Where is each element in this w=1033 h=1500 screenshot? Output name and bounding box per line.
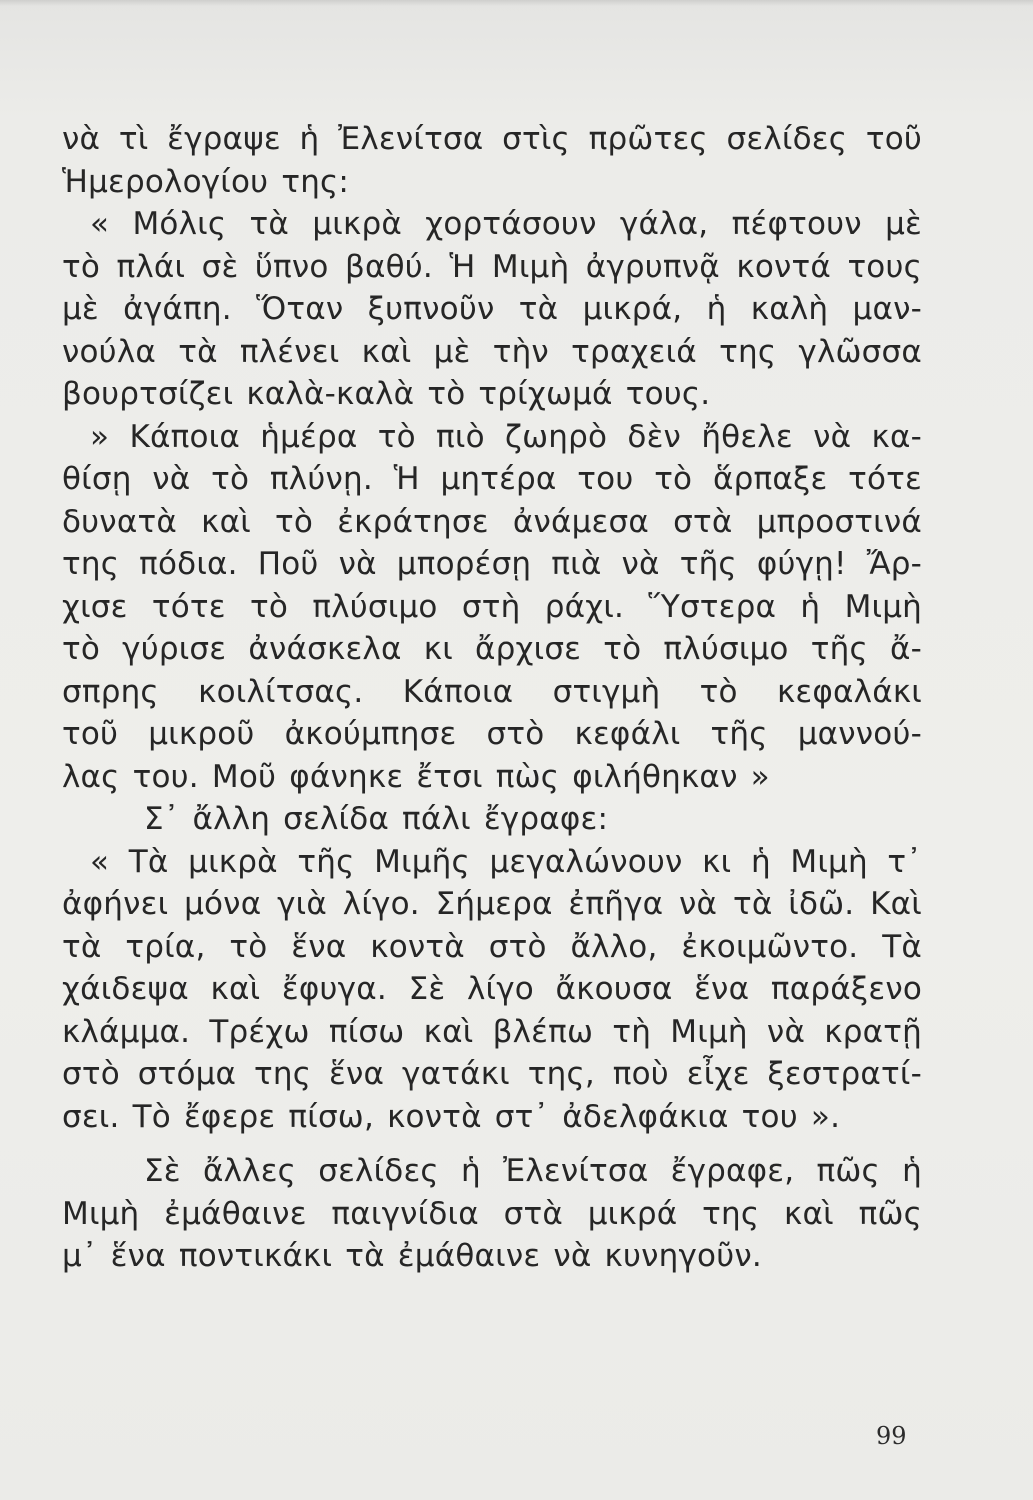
page-number: 99 xyxy=(876,1422,907,1450)
text-line: νούλα τὰ πλένει καὶ μὲ τὴν τραχειά της γλῶσσα xyxy=(62,333,922,370)
text-line: μὲ ἀγάπη. Ὅταν ξυπνοῦν τὰ μικρά, ἡ καλὴ μαν- xyxy=(62,291,922,327)
text-line: σπρης κοιλίτσας. Κάποια στιγμὴ τὸ κεφαλάκι xyxy=(62,673,922,710)
text-line: « Τὰ μικρὰ τῆς Μιμῆς μεγαλώνουν κι ἡ Μιμὴ τ᾽ xyxy=(90,843,922,880)
text-line: σει. Τὸ ἔφερε πίσω, κοντὰ στ᾽ ἀδελφάκια του ». xyxy=(62,1098,841,1135)
text-line: τοῦ μικροῦ ἀκούμπησε στὸ κεφάλι τῆς μαννού- xyxy=(62,716,922,752)
text-line: δυνατὰ καὶ τὸ ἐκράτησε ἀνάμεσα στὰ μπροστινά xyxy=(62,503,922,540)
page-top-edge xyxy=(0,0,1033,6)
text-line: μ᾽ ἕνα ποντικάκι τὰ ἐμάθαινε νὰ κυνηγοῦν. xyxy=(62,1238,762,1274)
text-line: στὸ στόμα της ἕνα γατάκι της, ποὺ εἶχε ξεστρατί- xyxy=(62,1056,922,1092)
text-line: Σὲ ἄλλες σελίδες ἡ Ἐλενίτσα ἔγραφε, πῶς ἡ xyxy=(144,1153,922,1189)
text-line: Μιμὴ ἐμάθαινε παιγνίδια στὰ μικρά της καὶ πῶς xyxy=(62,1195,922,1232)
body-text xyxy=(62,118,922,1278)
text-line: θίσῃ νὰ τὸ πλύνῃ. Ἡ μητέρα του τὸ ἅρπαξε τότε xyxy=(62,461,922,497)
text-line: τὰ τρία, τὸ ἕνα κοντὰ στὸ ἄλλο, ἐκοιμῶντο. Τὰ xyxy=(62,928,922,965)
text-line: τὸ γύρισε ἀνάσκελα κι ἄρχισε τὸ πλύσιμο τῆς ἄ- xyxy=(62,631,922,667)
text-line: λας του. Μοῦ φάνηκε ἔτσι πὼς φιλήθηκαν » xyxy=(62,758,770,795)
text-line: « Μόλις τὰ μικρὰ χορτάσουν γάλα, πέφτουν μὲ xyxy=(90,206,922,242)
text-line: νὰ τὶ ἔγραψε ἡ Ἐλενίτσα στὶς πρῶτες σελίδες τοῦ xyxy=(62,121,922,157)
text-line: Ἡμερολογίου της: xyxy=(62,163,350,200)
text-line: τὸ πλάι σὲ ὕπνο βαθύ. Ἡ Μιμὴ ἀγρυπνᾷ κοντά τους xyxy=(62,248,922,285)
text-line: χισε τότε τὸ πλύσιμο στὴ ράχι. Ὕστερα ἡ Μιμὴ xyxy=(62,588,922,625)
text-line: κλάμμα. Τρέχω πίσω καὶ βλέπω τὴ Μιμὴ νὰ κρατῇ xyxy=(62,1013,922,1050)
text-line: Σ᾽ ἄλλη σελίδα πάλι ἔγραφε: xyxy=(144,801,609,837)
text-line: » Κάποια ἡμέρα τὸ πιὸ ζωηρὸ δὲν ἤθελε νὰ κα- xyxy=(90,418,922,455)
text-line: της πόδια. Ποῦ νὰ μπορέσῃ πιὰ νὰ τῆς φύγῃ! Ἄρ- xyxy=(62,546,922,582)
text-line: βουρτσίζει καλὰ-καλὰ τὸ τρίχωμά τους. xyxy=(62,376,711,412)
text-line: ἀφήνει μόνα γιὰ λίγο. Σήμερα ἐπῆγα νὰ τὰ ἰδῶ. Καὶ xyxy=(62,886,922,922)
text-line: χάιδεψα καὶ ἔφυγα. Σὲ λίγο ἄκουσα ἕνα παράξενο xyxy=(62,971,922,1007)
